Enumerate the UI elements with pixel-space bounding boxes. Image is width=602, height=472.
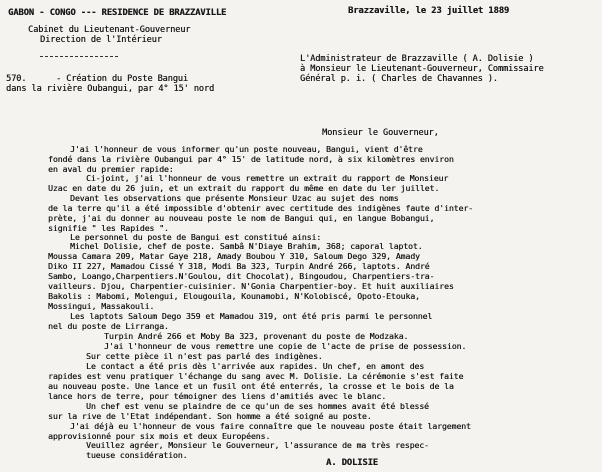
recipient-line-1: L'Administrateur de Brazzaville ( A. Dolisie ) xyxy=(300,54,534,64)
body-line: au nouveau poste. Une lance et un fusil ont été enterrés, la crosse et le bois de la xyxy=(48,381,454,391)
letterhead-origin: GABON - CONGO --- RESIDENCE DE BRAZZAVILLE xyxy=(8,8,227,18)
separator-rule xyxy=(40,56,118,57)
place-date: Brazzaville, le 23 juillet 1889 xyxy=(348,6,510,16)
sender-direction: Direction de l'Intérieur xyxy=(40,35,162,45)
body-line: en aval du premier rapide: xyxy=(48,164,174,174)
body-line: Turpin André 266 et Moby Ba 323, provenant du poste de Modzaka. xyxy=(104,331,409,341)
body-line: Uzac en date du 26 juin, et un extrait du rapport du même en date du ler juillet. xyxy=(48,183,440,193)
sender-office: Cabinet du Lieutenant-Gouverneur xyxy=(28,25,191,35)
body-line: approvisionné pour six mois et deux Européens. xyxy=(48,431,271,441)
body-line: lance hors de terre, pour témoigner des liens d'amitiés avec le blanc. xyxy=(48,391,387,401)
body-line: Michel Dolisie, chef de poste. Sambâ N'Diaye Brahim, 368; caporal laptot. xyxy=(70,241,423,251)
body-line: Veuillez agréer, Monsieur le Gouverneur, l'assurance de ma très respec- xyxy=(86,440,429,450)
body-line: Ci-joint, j'ai l'honneur de vous remettre un extrait du rapport de Monsieur xyxy=(86,173,449,183)
subject-line-2: dans la rivière Oubangui, par 4° 15' nord xyxy=(6,84,215,94)
body-line: nel du poste de Lirranga. xyxy=(48,321,169,331)
body-line: J'ai l'honneur de vous informer qu'un poste nouveau, Bangui, vient d'être xyxy=(70,144,423,154)
body-line: Moussa Camara 209, Matar Gaye 218, Amady Boubou Y 310, Saloum Dego 329, Amady xyxy=(48,251,420,261)
body-line: Diko II 227, Mamadou Cissé Y 318, Modi Ba 323, Turpin André 266, laptots. André xyxy=(48,261,430,271)
reference-number: 570. xyxy=(6,74,27,84)
body-line: Le personnel du poste de Bangui est constitué ainsi: xyxy=(70,232,322,242)
body-line: de la terre qu'il a été impossible d'obtenir avec certitude des indigènes faute d'inter- xyxy=(48,203,473,213)
body-line: signifie " les Rapides ". xyxy=(48,223,169,233)
body-line: J'ai l'honneur de vous remettre une copie de l'acte de prise de possession. xyxy=(104,341,467,351)
recipient-line-2: à Monsieur le Lieutenant-Gouverneur, Commissaire xyxy=(300,64,544,74)
signature: A. DOLISIE xyxy=(326,458,378,468)
body-line: rapides est venu pratiquer l'échange du sang avec M. Dolisie. La cérémonie s'est faite xyxy=(48,371,464,381)
body-line: Sur cette pièce il n'est pas parlé des indigènes. xyxy=(86,351,323,361)
body-line: Bakolis : Mabomi, Molengui, Elougouila, Kounamobi, N'Kolobiscé, Opoto-Etouka, xyxy=(48,291,420,301)
body-line: Mossingui, Massakouli. xyxy=(48,301,155,311)
recipient-line-3: Général p. i. ( Charles de Chavannes ). xyxy=(300,74,498,84)
salutation: Monsieur le Gouverneur, xyxy=(322,128,439,138)
subject-line-1: - Création du Poste Bangui xyxy=(56,74,188,84)
body-line: vailleurs. Djou, Charpentier-cuisinier. N'Gonia Charpentier-boy. Et huit auxiliaires xyxy=(48,281,454,291)
body-line: Sambo, Loango,Charpentiers.N'Goulou, dit Chocolat), Bingoudou, Charpentiers-tra- xyxy=(48,271,435,281)
body-line: Devant les observations que présente Monsieur Uzac au sujet des noms xyxy=(70,193,399,203)
body-line: tueuse considération. xyxy=(86,450,188,460)
body-line: sur la rive de l'Etat indépendant. Son homme a été soigné au poste. xyxy=(48,411,372,421)
body-line: J'ai déjà eu l'honneur de vous faire connaître que le nouveau poste était largement xyxy=(70,421,471,431)
body-line: Un chef est venu se plaindre de ce qu'un de ses hommes avait été blessé xyxy=(86,401,429,411)
body-line: Les laptots Saloum Dego 359 et Mamadou 319, ont été pris parmi le personnel xyxy=(70,311,433,321)
body-line: prète, j'ai du donner au nouveau poste le nom de Bangui qui, en langue Bobangui, xyxy=(48,213,435,223)
body-line: Le contact a été pris dès l'arrivée aux rapides. Un chef, en amont des xyxy=(86,361,425,371)
body-line: fondé dans la rivière Oubangui par 4° 15' de latitude nord, à six kilomètres environ xyxy=(48,154,454,164)
